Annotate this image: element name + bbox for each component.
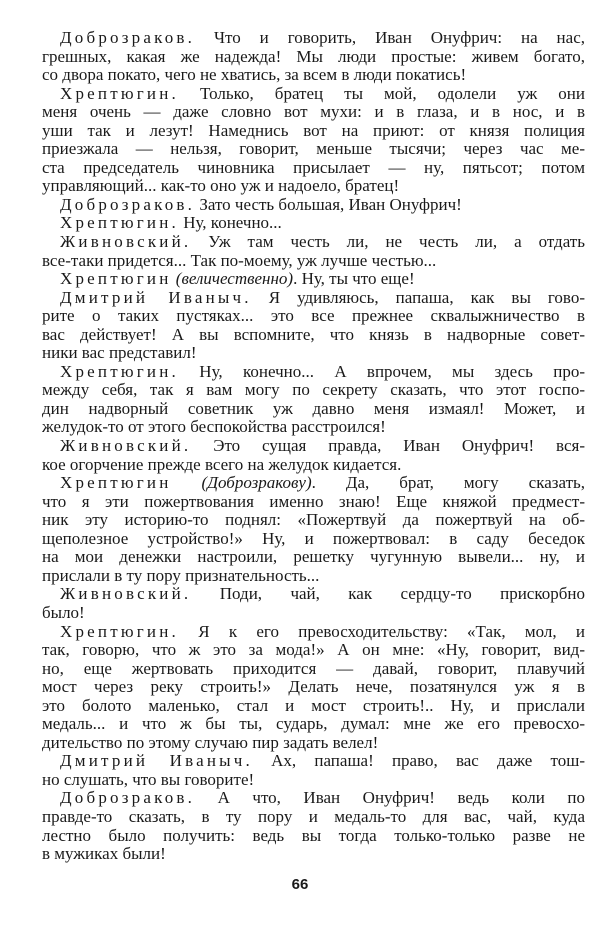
line-text: управляющий... как-то оно уж и надоело, братец! [42, 177, 400, 196]
line-text: медаль... и что ж бы ты, сударь, думал: мне же его превосхо- [42, 715, 585, 734]
line-text: было! [42, 603, 85, 622]
dialogue-line [42, 140, 585, 159]
stage-direction: (Доброзракову) [171, 474, 312, 493]
line-text: дительство по этому случаю пир задать велел! [42, 733, 379, 752]
dialogue-line-first [42, 29, 585, 48]
line-text: Уж там честь ли, не честь ли, а отдать [191, 233, 585, 252]
line-text: приезжала — нельзя, говорит, меньше тысячи; через час ме- [42, 140, 585, 159]
line-text: ста председатель чиновника присылает — ну, пятьсот; потом [42, 158, 585, 177]
line-text: Что и говорить, Иван Онуфрич: на нас, [195, 29, 585, 47]
speaker-name: Хрептюгин. [60, 622, 179, 641]
dialogue-line [42, 734, 585, 753]
dialogue-line [42, 400, 585, 419]
dialogue-line [42, 48, 585, 67]
line-text: Я удивляюсь, папаша, как вы гово- [251, 288, 585, 307]
line-text: Только, братец ты мой, одолели уж они [178, 84, 585, 103]
dialogue-line-first [42, 233, 585, 252]
dialogue-line-first [42, 196, 585, 215]
dialogue-line-first [42, 789, 585, 808]
speaker-name: Доброзраков. [60, 195, 196, 214]
dialogue-line-first [42, 214, 585, 233]
speaker-name: Живновский. [60, 437, 192, 456]
line-text: между себя, так я вам могу по секрету сказать, что этот госпо- [42, 381, 585, 400]
dialogue-line [42, 418, 585, 437]
line-text: Это сущая правда, Иван Онуфрич! вся- [191, 437, 585, 456]
dialogue-line [42, 344, 585, 363]
dialogue-line [42, 122, 585, 141]
dialogue-line-first [42, 752, 585, 771]
line-text: грешных, какая же надежда! Мы люди простые: живем богато, [42, 47, 585, 66]
line-text: меня очень — даже словно вот мухи: и в глаза, и в нос, и в [42, 103, 585, 122]
line-text: . Да, брат, могу сказать, [311, 474, 585, 493]
dialogue-line [42, 641, 585, 660]
speaker-name: Хрептюгин [60, 474, 172, 493]
dialogue-line [42, 381, 585, 400]
stage-direction: (величественно) [171, 270, 294, 289]
line-text: но слушать, что вы говорите! [42, 770, 255, 789]
dialogue-line-first [42, 585, 585, 604]
line-text: Ах, папаша! право, вас даже тош- [252, 752, 585, 771]
dialogue-line [42, 660, 585, 679]
line-text: желудок-то от этого беспокойства расстроился! [42, 418, 386, 437]
line-text: но, еще жертвовать приходится — давай, говорит, плавучий [42, 659, 585, 678]
dialogue-line [42, 530, 585, 549]
line-text: Я к его превосходительству: «Так, мол, и [178, 622, 585, 641]
line-text: рите о таких пустяках... это все прежнее сквалыжничество в [42, 307, 585, 326]
dialogue-line [42, 177, 585, 196]
dialogue-line [42, 307, 585, 326]
line-text: мост через реку строить!» Делать нече, позатянулся уж я в [42, 678, 585, 697]
speaker-name: Хрептюгин. [60, 362, 179, 381]
line-text: прислали в ту пору признательность... [42, 566, 320, 585]
line-text: все-таки придется... Так по-моему, уж лучше честью... [42, 251, 437, 270]
line-text: Поди, чай, как сердцу-то прискорбно [191, 585, 585, 604]
line-text: дин надворный советник уж давно меня измаял! Может, и [42, 399, 585, 418]
dialogue-line-first [42, 474, 585, 493]
speaker-name: Живновский. [60, 585, 192, 604]
dialogue-line [42, 103, 585, 122]
line-text: уши так и лезут! Намеднись вот на приют: от князя полиция [42, 121, 585, 140]
speaker-name: Хрептюгин. [60, 214, 179, 233]
line-text: вас действует! А вы вспомните, что князь в надворные совет- [42, 325, 585, 344]
dialogue-line [42, 845, 585, 864]
dialogue-line-first [42, 289, 585, 308]
line-text: так, говорю, что ж это за мода!» А он мне: «Ну, говорит, вид- [42, 641, 585, 660]
line-text: лестно было получить: ведь вы тогда только-только разве не [42, 826, 585, 845]
line-text: что я эти пожертвования именно знаю! Еще княжой предмест- [42, 492, 585, 511]
line-text: щеполезное устройство!» Ну, и пожертвовал: в саду беседок [42, 529, 585, 548]
dialogue-line [42, 604, 585, 623]
line-text: Ну, конечно... А впрочем, мы здесь про- [178, 362, 585, 381]
line-text: это болото маленько, стал и мост строить!.. Ну, и прислали [42, 696, 585, 715]
line-text: на мои денежки настроили, решетку чугунную вывели... ну, и [42, 548, 585, 567]
dialogue-line-first [42, 437, 585, 456]
line-text: ник эту историю-то поднял: «Пожертвуй да пожертвуй на об- [42, 511, 585, 530]
page-number: 66 [291, 876, 309, 893]
line-text: А что, Иван Онуфрич! ведь коли по [195, 789, 585, 808]
dialogue-line-first [42, 363, 585, 382]
dialogue-line [42, 678, 585, 697]
dialogue-line [42, 548, 585, 567]
dialogue-line [42, 697, 585, 716]
line-text: Ну, конечно... [178, 214, 282, 233]
dialogue-line [42, 511, 585, 530]
speaker-name: Хрептюгин [60, 270, 172, 289]
play-text [42, 29, 585, 864]
line-text: правде-то сказать, в ту пору и медаль-то для вас, чай, куда [42, 807, 585, 826]
line-text: ники вас представил! [42, 344, 197, 363]
line-text: со двора покато, чего не хватись, за всем в люди покатись! [42, 66, 467, 85]
dialogue-line [42, 252, 585, 271]
dialogue-line [42, 456, 585, 475]
speaker-name: Хрептюгин. [60, 84, 179, 103]
dialogue-line [42, 326, 585, 345]
speaker-name: Доброзраков. [60, 29, 196, 47]
line-text: Зато честь большая, Иван Онуфрич! [195, 195, 462, 214]
dialogue-line [42, 827, 585, 846]
speaker-name: Дмитрий Иваныч. [60, 752, 253, 771]
dialogue-line [42, 159, 585, 178]
dialogue-line-first [42, 85, 585, 104]
dialogue-line [42, 771, 585, 790]
line-text: в мужиках были! [42, 845, 166, 864]
speaker-name: Дмитрий Иваныч. [60, 288, 252, 307]
dialogue-line [42, 808, 585, 827]
dialogue-line-first [42, 623, 585, 642]
dialogue-line [42, 66, 585, 85]
speaker-name: Доброзраков. [60, 789, 196, 808]
speaker-name: Живновский. [60, 233, 192, 252]
dialogue-line [42, 715, 585, 734]
dialogue-line [42, 493, 585, 512]
dialogue-line-first [42, 270, 585, 289]
dialogue-line [42, 567, 585, 586]
line-text: кое огорчение прежде всего на желудок кидается. [42, 455, 402, 474]
line-text: . Ну, ты что еще! [293, 270, 415, 289]
